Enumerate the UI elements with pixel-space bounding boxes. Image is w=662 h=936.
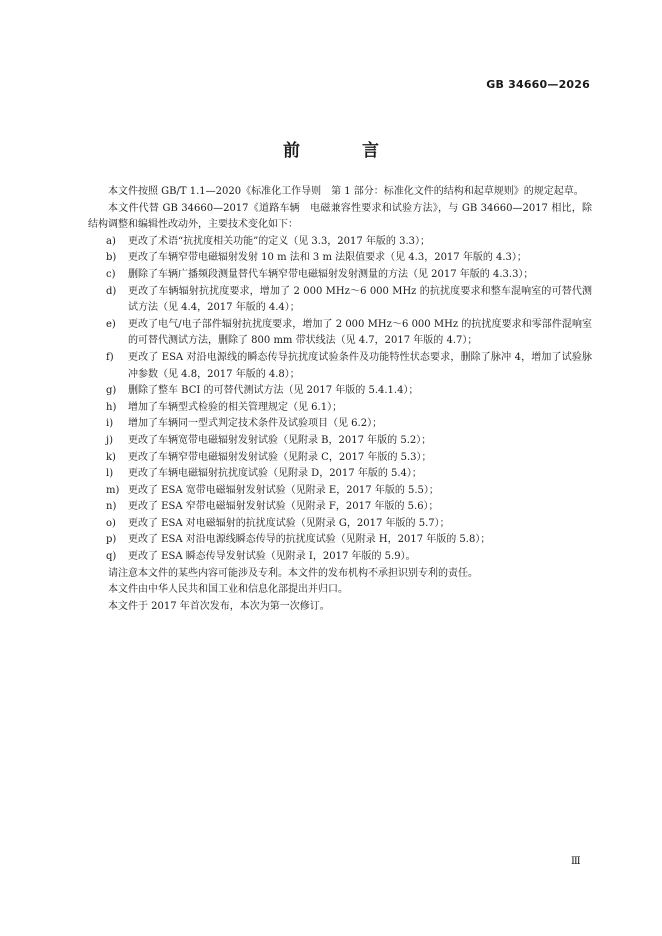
list-item-label: b) — [106, 252, 117, 264]
list-item — [88, 416, 592, 433]
list-item — [88, 433, 592, 450]
standard-number: GB 34660—2026 — [486, 78, 590, 91]
list-item-text: 更改了 ESA 对沿电源线的瞬态传导抗扰度试验条件及功能特性状态要求，删除了脉冲 4，增加了试验脉冲参数（见 4.8，2017 年版的 4.8）； — [128, 351, 592, 380]
list-item-text: 更改了电气/电子部件辐射抗扰度要求，增加了 2 000 MHz～6 000 MHz 的抗扰度要求和零部件混响室的可替代测试方法，删除了 800 mm 带状线法（见 4.7，2017 年版的 4.7）； — [128, 318, 592, 347]
list-item — [88, 250, 592, 267]
list-item-text: 更改了 ESA 对电磁辐射的抗扰度试验（见附录 G，2017 年版的 5.7）； — [128, 517, 450, 529]
list-item — [88, 267, 592, 284]
list-item — [88, 234, 592, 251]
list-item — [88, 483, 592, 500]
list-item-text: 更改了车辆辐射抗扰度要求，增加了 2 000 MHz～6 000 MHz 的抗扰度要求和整车混响室的可替代测试方法（见 4.4，2017 年版的 4.4）； — [128, 285, 592, 314]
list-item-label: o) — [106, 517, 116, 529]
list-item — [88, 549, 592, 566]
foreword-body — [88, 184, 592, 615]
list-item — [88, 400, 592, 417]
list-item — [88, 350, 592, 383]
closing-paragraph-1: 请注意本文件的某些内容可能涉及专利。本文件的发布机构不承担识别专利的责任。 — [108, 567, 478, 579]
list-item — [88, 450, 592, 467]
list-item-text: 删除了整车 BCI 的可替代测试方法（见 2017 年版的 5.4.1.4）； — [128, 385, 419, 397]
list-item-label: q) — [106, 551, 117, 563]
list-item-label: n) — [106, 501, 117, 513]
list-item-text: 更改了 ESA 窄带电磁辐射发射试验（见附录 F，2017 年版的 5.6）； — [128, 501, 439, 513]
list-item-label: e) — [106, 318, 116, 330]
list-item — [88, 499, 592, 516]
list-item-text: 增加了车辆同一型式判定技术条件及试验项目（见 6.2）； — [128, 418, 383, 430]
list-item-text: 更改了车辆窄带电磁辐射发射试验（见附录 C，2017 年版的 5.3）； — [128, 451, 432, 463]
list-item-text: 更改了 ESA 瞬态传导发射试验（见附录 I，2017 年版的 5.9）。 — [128, 551, 416, 563]
list-item — [88, 317, 592, 350]
list-item-text: 更改了车辆电磁辐射抗扰度试验（见附录 D，2017 年版的 5.4）； — [128, 468, 422, 480]
list-item-label: h) — [106, 401, 117, 413]
list-item-text: 更改了 ESA 对沿电源线瞬态传导的抗扰度试验（见附录 H，2017 年版的 5.8）； — [128, 534, 491, 546]
intro-paragraph-1: 本文件按照 GB/T 1.1—2020《标准化工作导则 第 1 部分：标准化文件的结构和起草规则》的规定起草。 — [108, 186, 584, 197]
list-item-text: 更改了车辆窄带电磁辐射发射 10 m 法和 3 m 法限值要求（见 4.3，2017 年版的 4.3）； — [128, 252, 527, 264]
changes-list — [88, 234, 592, 566]
closing-paragraph-3: 本文件于 2017 年首次发布，本次为第一次修订。 — [108, 600, 330, 612]
list-item — [88, 532, 592, 549]
list-item-text: 更改了车辆宽带电磁辐射发射试验（见附录 B，2017 年版的 5.2）； — [128, 434, 432, 446]
page-title: 前 言 — [283, 141, 407, 161]
list-item — [88, 466, 592, 483]
list-item-label: j) — [106, 434, 114, 446]
list-item-label: m) — [106, 484, 120, 496]
closing-paragraph-2: 本文件由中华人民共和国工业和信息化部提出并归口。 — [108, 584, 348, 596]
list-item-text: 删除了车辆广播频段测量替代车辆窄带电磁辐射发射测量的方法（见 2017 年版的 4.3.3）； — [128, 268, 534, 280]
list-item — [88, 284, 592, 317]
list-item-label: a) — [106, 235, 116, 247]
page-number: Ⅲ — [571, 856, 581, 867]
list-item-label: g) — [106, 385, 117, 397]
list-item-text: 更改了 ESA 宽带电磁辐射发射试验（见附录 E，2017 年版的 5.5）； — [128, 484, 439, 496]
list-item-text: 更改了术语“抗扰度相关功能”的定义（见 3.3，2017 年版的 3.3）； — [128, 235, 431, 247]
list-item-label: p) — [106, 534, 117, 546]
intro-paragraph-2: 本文件代替 GB 34660—2017《道路车辆 电磁兼容性要求和试验方法》，与 GB 34660—2017 相比，除结构调整和编辑性改动外，主要技术变化如下： — [88, 202, 592, 231]
list-item-label: d) — [106, 285, 117, 297]
list-item-label: i) — [106, 418, 114, 430]
list-item-label: l) — [106, 468, 114, 480]
list-item — [88, 516, 592, 533]
list-item — [88, 383, 592, 400]
list-item-label: c) — [106, 268, 116, 280]
list-item-label: f) — [106, 351, 114, 363]
list-item-label: k) — [106, 451, 116, 463]
list-item-text: 增加了车辆型式检验的相关管理规定（见 6.1）； — [128, 401, 343, 413]
